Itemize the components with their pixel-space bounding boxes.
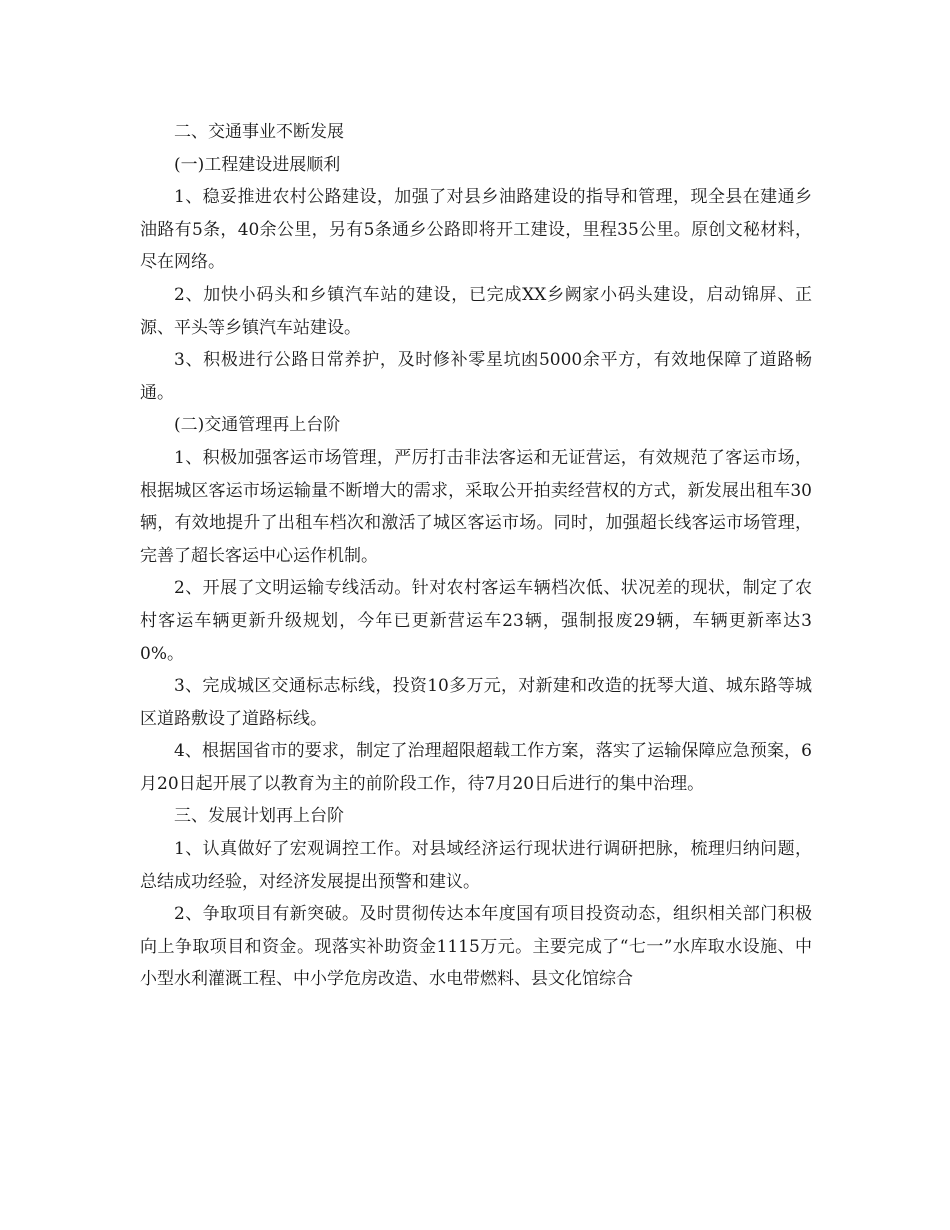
section-heading-planning: 三、发展计划再上台阶 <box>174 806 344 827</box>
subsection-heading-construction: (一)工程建设进展顺利 <box>174 154 341 175</box>
paragraph-docks-stations: 2、加快小码头和乡镇汽车站的建设，已完成XX乡阙家小码头建设，启动锦屏、正源、平头等乡镇汽车站建设。 <box>140 284 812 338</box>
paragraph-macro-control: 1、认真做好了宏观调控工作。对县域经济运行现状进行调研把脉，梳理归纳问题，总结成功经验，对经济发展提出预警和建议。 <box>140 839 812 892</box>
document-body <box>140 116 812 996</box>
paragraph-project-funding: 2、争取项目有新突破。及时贯彻传达本年度国有项目投资动态，组织相关部门积极向上争取项目和资金。现落实补助资金1115万元。主要完成了“七一”水库取水设施、中小型水利灌溉工程、中小学危房改造、水电带燃料、县文化馆综合 <box>140 904 812 990</box>
paragraph-passenger-market: 1、积极加强客运市场管理，严厉打击非法客运和无证营运，有效规范了客运市场，根据城区客运市场运输量不断增大的需求，采取公开拍卖经营权的方式，新发展出租车30辆，有效地提升了出租车档次和激活了城区客运市场。同时，加强超长线客运市场管理，完善了超长客运中心运作机制。 <box>140 447 812 566</box>
paragraph-overload-control: 4、根据国省市的要求，制定了治理超限超载工作方案，落实了运输保障应急预案，6月20日起开展了以教育为主的前阶段工作，待7月20日后进行的集中治理。 <box>140 741 812 794</box>
paragraph-road-maintenance: 3、积极进行公路日常养护，及时修补零星坑凼5000余平方，有效地保障了道路畅通。 <box>140 350 812 403</box>
paragraph-traffic-markings: 3、完成城区交通标志标线，投资10多万元，对新建和改造的抚琴大道、城东路等城区道路敷设了道路标线。 <box>140 676 812 729</box>
subsection-heading-management: (二)交通管理再上台阶 <box>174 415 341 436</box>
paragraph-rural-roads: 1、稳妥推进农村公路建设，加强了对县乡油路建设的指导和管理，现全县在建通乡油路有5条，40余公里，另有5条通乡公路即将开工建设，里程35公里。原创文秘材料，尽在网络。 <box>140 187 812 273</box>
section-heading-transport: 二、交通事业不断发展 <box>174 122 344 142</box>
paragraph-civilized-transport: 2、开展了文明运输专线活动。针对农村客运车辆档次低、状况差的现状，制定了农村客运车辆更新升级规划，今年已更新营运车23辆，强制报废29辆，车辆更新率达30%。 <box>140 578 812 664</box>
